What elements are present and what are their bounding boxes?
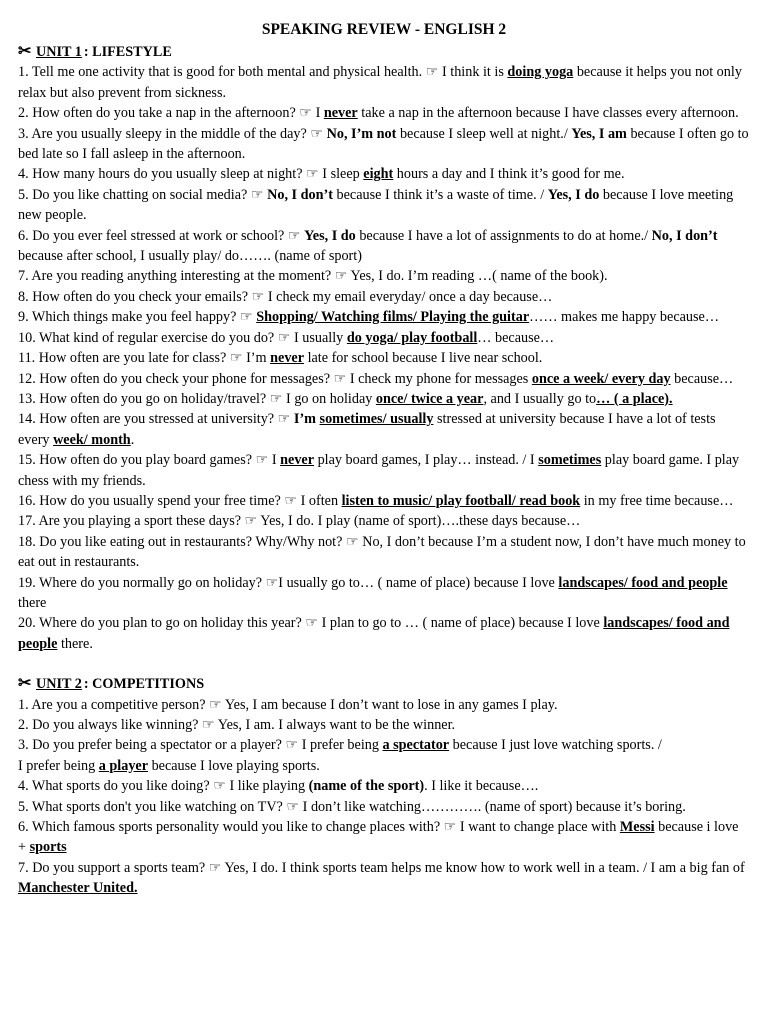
question-text: …… makes me happy because…	[529, 309, 720, 326]
question-text: 20. Where do you plan to go on holiday this year? ☞ I plan to go to … ( name of place) because I love	[18, 615, 604, 632]
scissors-icon: ✂	[18, 675, 32, 693]
unit-label: UNIT 2	[36, 676, 82, 693]
question-text: 1. Tell me one activity that is good for both mental and physical health. ☞ I think it is	[18, 64, 508, 81]
question-text: 8. How often do you check your emails? ☞ I check my email everyday/ once a day because…	[18, 288, 553, 305]
question-item	[18, 858, 750, 899]
question-text: 11. How often are you late for class? ☞ I’m	[18, 350, 271, 367]
question-text: there.	[57, 635, 93, 652]
question-item	[18, 266, 750, 286]
question-text: 6. Do you ever feel stressed at work or school? ☞	[18, 227, 305, 244]
question-item	[18, 103, 750, 123]
answer-keyword: No, I’m not	[326, 125, 397, 142]
unit-title: : COMPETITIONS	[83, 676, 205, 693]
unit-label: UNIT 1	[36, 44, 82, 60]
question-text: because I often go to bed late so I fall asleep in the afternoon.	[18, 125, 749, 163]
question-item	[18, 776, 750, 796]
question-item	[18, 573, 750, 614]
question-item	[18, 164, 750, 184]
question-text: 13. How often do you go on holiday/travel? ☞ I go on holiday	[18, 390, 376, 407]
question-text: because I just love watching sports. /	[449, 737, 662, 754]
question-text: because I love playing sports.	[148, 757, 320, 774]
question-text: I prefer being	[18, 757, 99, 774]
question-item	[18, 369, 750, 389]
question-text: 14. How often are you stressed at university? ☞	[18, 411, 294, 428]
question-item	[18, 450, 750, 491]
answer-keyword: once a week/ every day	[531, 370, 671, 387]
question-item	[18, 348, 750, 368]
answer-keyword: sometimes	[538, 452, 602, 469]
question-text: 12. How often do you check your phone for messages? ☞ I check my phone for messages	[18, 370, 532, 387]
answer-keyword: a player	[98, 757, 149, 774]
question-text: because I think it’s a waste of time. /	[332, 186, 548, 203]
question-text: play board games, I play… instead. / I	[314, 452, 539, 469]
answer-keyword: never	[323, 105, 358, 122]
question-text: because I sleep well at night./	[396, 125, 572, 142]
answer-keyword: eight	[363, 166, 394, 183]
answer-keyword: No, I don’t	[651, 227, 718, 244]
question-text: 10. What kind of regular exercise do you do? ☞ I usually	[18, 329, 347, 346]
question-item	[18, 389, 750, 409]
question-item	[18, 409, 750, 450]
question-text: 4. How many hours do you usually sleep at night? ☞ I sleep	[18, 166, 364, 183]
question-text: 5. What sports don't you like watching on TV? ☞ I don’t like watching…………. (name of sport) because it’s boring.	[18, 798, 686, 815]
question-text: stressed at university because I have a lot of tests every	[18, 411, 716, 448]
question-text: 7. Do you support a sports team? ☞ Yes, I do. I think sports team helps me know how to work well in a team. / I am a big fan of	[18, 859, 745, 876]
question-item	[18, 62, 750, 103]
question-item	[18, 797, 750, 817]
question-text: because…	[670, 370, 734, 387]
question-text: .	[130, 431, 135, 448]
question-text: hours a day and I think it’s good for me.	[393, 166, 625, 183]
answer-keyword: landscapes/ food and people	[18, 615, 730, 652]
question-item	[18, 307, 750, 327]
question-text: 4. What sports do you like doing? ☞ I like playing	[18, 778, 309, 795]
scissors-icon: ✂	[18, 43, 32, 60]
question-item	[18, 124, 750, 165]
answer-keyword: Manchester United.	[18, 880, 138, 897]
answer-keyword: Yes, I do	[547, 186, 600, 203]
question-text: late for school because I live near school.	[304, 350, 543, 367]
question-text: 3. Are you usually sleepy in the middle of the day? ☞	[18, 125, 327, 142]
question-item	[18, 532, 750, 573]
question-text: because I have a lot of assignments to do at home./	[355, 227, 652, 244]
question-text: there	[18, 594, 47, 611]
question-text: 15. How often do you play board games? ☞ I	[18, 452, 281, 469]
answer-keyword: No, I don’t	[267, 186, 333, 203]
question-item	[18, 511, 750, 531]
question-text: 9. Which things make you feel happy? ☞	[18, 309, 257, 326]
question-text: because it helps you not only relax but also prevent from sickness.	[18, 64, 742, 101]
answer-keyword: Yes, I do	[304, 227, 356, 244]
question-item	[18, 287, 750, 307]
answer-keyword: I’m	[293, 411, 320, 428]
document-title: SPEAKING REVIEW - ENGLISH 2	[261, 21, 507, 38]
question-text: because I love meeting new people.	[18, 186, 734, 224]
question-text: take a nap in the afternoon because I have classes every afternoon.	[357, 105, 739, 122]
answer-keyword: week/ month	[53, 431, 131, 448]
question-item	[18, 185, 750, 226]
question-text: 2. Do you always like winning? ☞ Yes, I am. I always want to be the winner.	[18, 717, 456, 733]
unit-title: : LIFESTYLE	[83, 44, 172, 60]
answer-keyword: landscapes/ food and people	[558, 574, 728, 591]
question-text: 16. How do you usually spend your free time? ☞ I often	[18, 492, 342, 509]
answer-keyword: Messi	[619, 819, 655, 836]
answer-keyword: Shopping/ Watching films/ Playing the guitar	[256, 309, 530, 326]
question-item	[18, 328, 750, 348]
question-item	[18, 817, 750, 858]
question-text: 18. Do you like eating out in restaurants? Why/Why not? ☞ No, I don’t because I’m a student now, I don’t have much money to eat out in restaurants.	[18, 533, 746, 571]
question-text: 1. Are you a competitive person? ☞ Yes, I am because I don’t want to lose in any games I play.	[18, 696, 558, 713]
question-item	[18, 715, 750, 735]
units-container	[18, 42, 750, 899]
question-text: 17. Are you playing a sport these days? ☞ Yes, I do. I play (name of sport)….these days because…	[18, 513, 581, 530]
question-text: 19. Where do you normally go on holiday? ☞I usually go to… ( name of place) because I love	[18, 574, 559, 591]
answer-keyword: a spectator	[382, 737, 450, 754]
question-text: … because…	[477, 329, 555, 346]
question-item	[18, 735, 750, 776]
answer-keyword: sports	[29, 839, 67, 856]
question-text: in my free time because…	[580, 492, 734, 509]
answer-keyword: never	[280, 452, 315, 469]
unit-heading	[18, 42, 750, 62]
section-spacer	[18, 654, 750, 674]
answer-keyword: … ( a place).	[596, 390, 673, 407]
answer-keyword: (name of the sport)	[308, 778, 425, 795]
question-text: because after school, I usually play/ do……. (name of sport)	[18, 248, 362, 265]
question-text: 3. Do you prefer being a spectator or a player? ☞ I prefer being	[18, 737, 383, 754]
question-item	[18, 226, 750, 267]
question-text: . I like it because….	[424, 778, 539, 795]
question-text: play board game. I play chess with my friends.	[18, 452, 740, 489]
answer-keyword: do yoga/ play football	[346, 329, 478, 346]
answer-keyword: once/ twice a year	[375, 390, 484, 407]
question-item	[18, 695, 750, 715]
question-item	[18, 491, 750, 511]
answer-keyword: sometimes/ usually	[319, 411, 434, 428]
question-text: 5. Do you like chatting on social media? ☞	[18, 186, 268, 203]
question-text: because i love +	[18, 819, 739, 856]
question-item	[18, 613, 750, 654]
answer-keyword: doing yoga	[507, 64, 574, 81]
answer-keyword: Yes, I am	[571, 125, 627, 142]
question-text: 6. Which famous sports personality would you like to change places with? ☞ I want to change place with	[18, 819, 620, 836]
answer-keyword: never	[270, 350, 305, 367]
answer-keyword: listen to music/ play football/ read book	[341, 492, 581, 509]
question-text: , and I usually go to	[483, 390, 597, 407]
unit-heading	[18, 674, 750, 694]
question-text: 7. Are you reading anything interesting at the moment? ☞ Yes, I do. I’m reading …( name of the book).	[18, 268, 608, 285]
question-text: 2. How often do you take a nap in the afternoon? ☞ I	[18, 105, 324, 122]
